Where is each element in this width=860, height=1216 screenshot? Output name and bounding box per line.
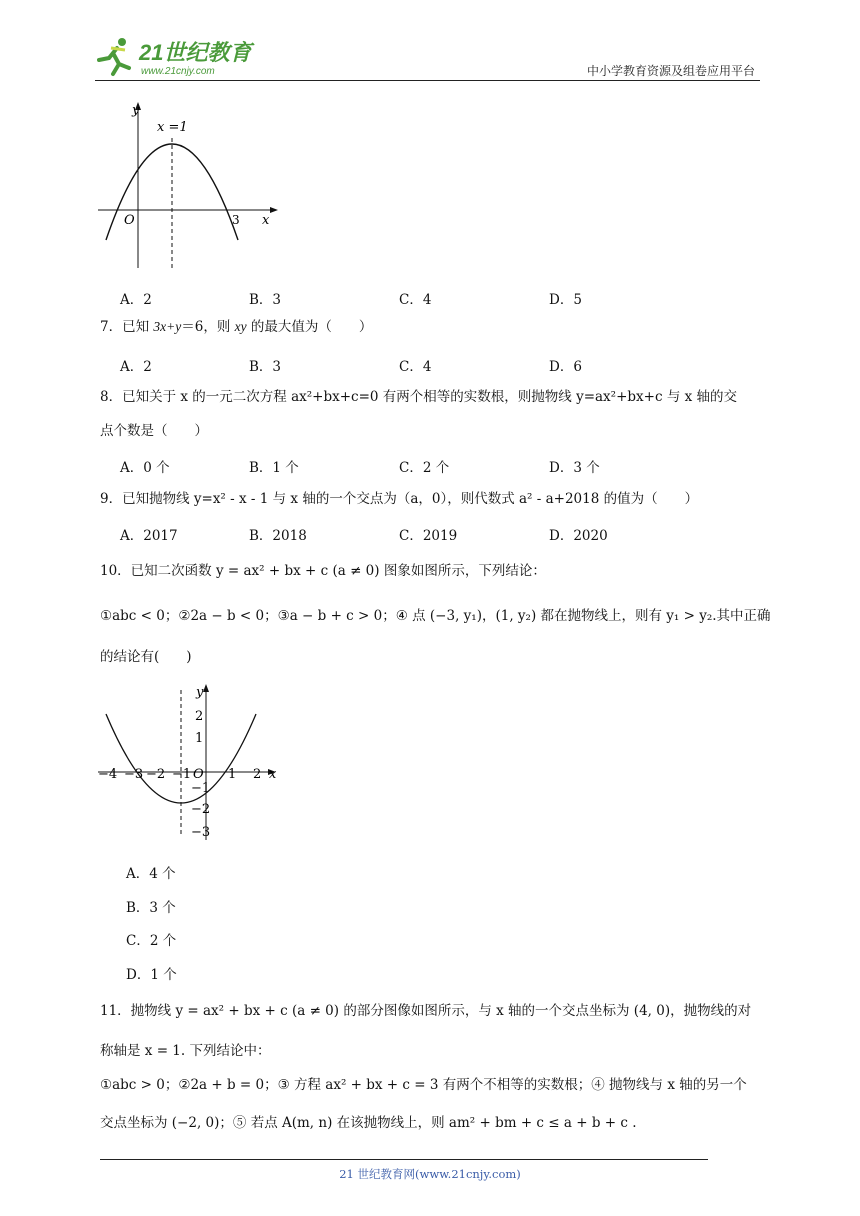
q8-option-b[interactable]: B．1 个 bbox=[249, 460, 299, 476]
header-divider bbox=[95, 80, 760, 81]
question-8-line-1: 8．已知关于 x 的一元二次方程 ax²+bx+c=0 有两个相等的实数根，则抛物线 y=ax²+bx+c 与 x 轴的交 bbox=[100, 389, 738, 405]
svg-text:www.21cnjy.com: www.21cnjy.com bbox=[141, 66, 215, 77]
footer-text[interactable]: 21 世纪教育网(www.21cnjy.com) bbox=[339, 1167, 521, 1181]
q9-option-b[interactable]: B．2018 bbox=[249, 528, 307, 544]
question-10-line-2: ①abc < 0；②2a − b < 0；③a − b + c > 0；④ 点 (−3, y₁)，(1, y₂) 都在抛物线上，则有 y₁ > y₂.其中正确 bbox=[100, 608, 771, 624]
q8-option-d[interactable]: D．3 个 bbox=[549, 460, 600, 476]
q6-option-d[interactable]: D．5 bbox=[549, 292, 582, 308]
y-tick-1: 1 bbox=[195, 731, 204, 746]
y-tick--1: −1 bbox=[191, 781, 211, 796]
footer-divider bbox=[100, 1159, 708, 1160]
x-tick--2: −2 bbox=[146, 767, 166, 782]
question-11-line-2: 称轴是 x = 1. 下列结论中： bbox=[100, 1043, 271, 1059]
q10-option-c[interactable]: C．2 个 bbox=[126, 933, 177, 949]
x-tick-1: 1 bbox=[228, 767, 237, 782]
x-tick--4: −4 bbox=[98, 767, 118, 782]
svg-text:21世纪教育: 21世纪教育 bbox=[139, 40, 252, 65]
question-8-line-2: 点个数是（ ） bbox=[100, 423, 208, 439]
x-tick--1: −1 bbox=[172, 767, 192, 782]
platform-name: 中小学教育资源及组卷应用平台 bbox=[586, 64, 755, 78]
q6-option-b[interactable]: B．3 bbox=[249, 292, 282, 308]
q8-option-a[interactable]: A．0 个 bbox=[120, 460, 170, 476]
x-tick--3: −3 bbox=[124, 767, 144, 782]
tick-3: 3 bbox=[232, 213, 240, 227]
question-9: 9．已知抛物线 y=x² - x - 1 与 x 轴的一个交点为（a，0），则代数式 a² - a+2018 的值为（ ） bbox=[100, 491, 699, 507]
q9-option-d[interactable]: D．2020 bbox=[549, 528, 608, 544]
q10-option-b[interactable]: B．3 个 bbox=[126, 900, 176, 916]
q7-option-c[interactable]: C．4 bbox=[399, 359, 432, 375]
runner-icon bbox=[99, 38, 129, 74]
symmetry-label: x =1 bbox=[157, 120, 188, 135]
q10-option-d[interactable]: D．1 个 bbox=[126, 967, 177, 983]
origin-label: O bbox=[124, 213, 135, 228]
question-10-line-1: 10．已知二次函数 y = ax² + bx + c (a ≠ 0) 图象如图所示，下列结论： bbox=[100, 563, 546, 579]
question-7: 7．已知 3x+y＝6，则 xy 的最大值为（ ） bbox=[100, 319, 373, 335]
question-11-line-3: ①abc > 0；②2a + b = 0；③ 方程 ax² + bx + c = 3 有两个不相等的实数根；④ 抛物线与 x 轴的另一个 bbox=[100, 1077, 747, 1093]
y-axis-label: y bbox=[132, 103, 140, 118]
x-axis-label: x bbox=[269, 767, 277, 782]
q9-option-a[interactable]: A．2017 bbox=[120, 528, 178, 544]
q7-option-a[interactable]: A．2 bbox=[120, 359, 152, 375]
q10-option-a[interactable]: A．4 个 bbox=[126, 866, 176, 882]
parabola-graph-2 bbox=[96, 680, 286, 849]
q6-option-a[interactable]: A．2 bbox=[120, 292, 152, 308]
y-tick--3: −3 bbox=[191, 825, 211, 840]
y-tick-2: 2 bbox=[195, 709, 204, 724]
q7-option-b[interactable]: B．3 bbox=[249, 359, 282, 375]
q6-option-c[interactable]: C．4 bbox=[399, 292, 432, 308]
parabola-graph-1 bbox=[96, 98, 281, 277]
question-11-line-1: 11．抛物线 y = ax² + bx + c (a ≠ 0) 的部分图像如图所示，与 x 轴的一个交点坐标为 (4, 0)，抛物线的对 bbox=[100, 1003, 752, 1019]
y-tick--2: −2 bbox=[191, 802, 211, 817]
origin-label: O bbox=[193, 767, 204, 782]
site-logo bbox=[95, 36, 265, 82]
question-10-line-3: 的结论有( ) bbox=[100, 649, 192, 665]
y-axis-label: y bbox=[196, 685, 204, 700]
question-11-line-4: 交点坐标为 (−2, 0)；⑤ 若点 A(m, n) 在该抛物线上，则 am² + bm + c ≤ a + b + c . bbox=[100, 1115, 637, 1131]
q8-option-c[interactable]: C．2 个 bbox=[399, 460, 450, 476]
q7-option-d[interactable]: D．6 bbox=[549, 359, 582, 375]
q9-option-c[interactable]: C．2019 bbox=[399, 528, 458, 544]
x-axis-label: x bbox=[262, 213, 270, 228]
x-tick-2: 2 bbox=[253, 767, 262, 782]
